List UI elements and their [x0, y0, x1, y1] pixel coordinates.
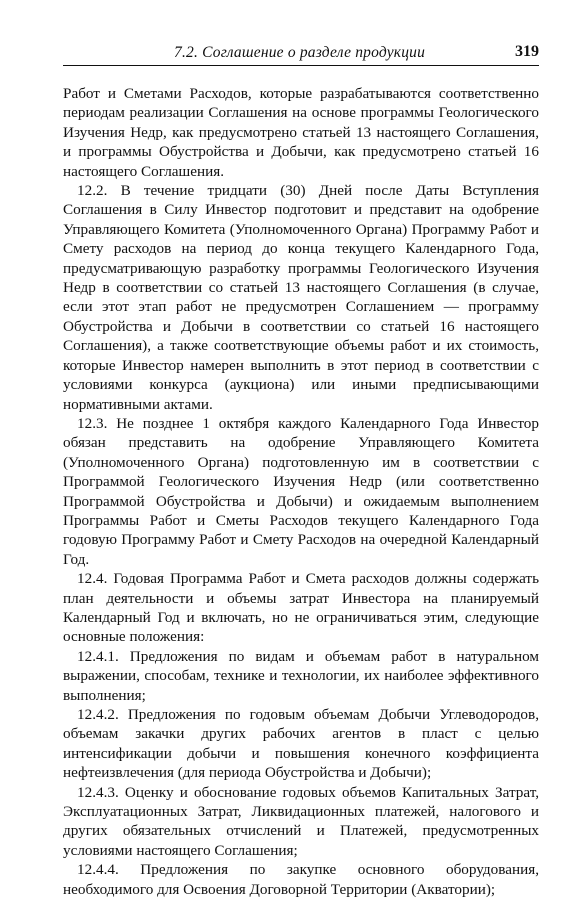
- body-text: [63, 84, 539, 899]
- running-title: 7.2. Соглашение о разделе продукции: [174, 44, 426, 61]
- paragraph-12-4-4: 12.4.4. Предложения по закупке основного оборудования, необходимого для Освоения Договорной Территории (Акватории);: [63, 861, 539, 898]
- paragraph-12-4-3: 12.4.3. Оценку и обоснование годовых объемов Капитальных Затрат, Эксплуатационных Затрат, Ликвидационных платежей, налогового и других обязательных отчислений и Платежей, предусмотренных условиями настоящего Соглашения;: [63, 783, 539, 859]
- running-header: [63, 43, 539, 66]
- paragraph-12-3: 12.3. Не позднее 1 октября каждого Календарного Года Инвестор обязан представить на одобрение Управляющего Комитета (Уполномоченного Органа) подготовленную им в соответствии с Программой Геологического Изучения Недр (или соответственно Программой Обустройства и Добычи) и ожидаемым выполнением Программы Работ и Сметы Расходов текущего Календарного Года годовую Программу Работ и Смету Расходов на очередной Календарный Год.: [63, 414, 539, 568]
- page-number: 319: [515, 43, 539, 60]
- paragraph-continuation: Работ и Сметами Расходов, которые разрабатываются соответственно периодам реализации Соглашения на основе программы Геологического Изучения Недр, как предусмотрено статьей 13 настоящего Соглашения, и программы Обустройства и Добычи, как предусмотрено статьей 16 настоящего Соглашения.: [63, 85, 539, 180]
- paragraph-12-4-1: 12.4.1. Предложения по видам и объемам работ в натуральном выражении, способам, технике и технологии, их наиболее эффективного выполнения;: [63, 647, 539, 704]
- paragraph-12-2: 12.2. В течение тридцати (30) Дней после Даты Вступления Соглашения в Силу Инвестор подготовит и представит на одобрение Управляющего Комитета (Уполномоченного Органа) Программу Работ и Смету расходов на период до конца текущего Календарного Года, предусматривающую разработку программы Геологического Изучения Недр в соответствии со статьей 13 настоящего Соглашения (в случае, если этот этап работ не предусмотрен Соглашением — программу Обустройства и Добычи в соответствии со статьей 16 настоящего Соглашения), а также соответствующие объемы работ и их стоимость, которые Инвестор намерен выполнить в этот период в соответствии с условиями конкурса (аукциона) или иными предписывающими нормативными актами.: [63, 182, 539, 413]
- paragraph-12-4: 12.4. Годовая Программа Работ и Смета расходов должны содержать план деятельности и объемы затрат Инвестора на планируемый Календарный Год и включать, но не ограничиваться этим, следующие основные положения:: [63, 570, 539, 646]
- paragraph-12-4-2: 12.4.2. Предложения по годовым объемам Добычи Углеводородов, объемам закачки других рабочих агентов в пласт с целью интенсификации добычи и повышения конечного коэффициента нефтеизвлечения (для периода Обустройства и Добычи);: [63, 706, 539, 782]
